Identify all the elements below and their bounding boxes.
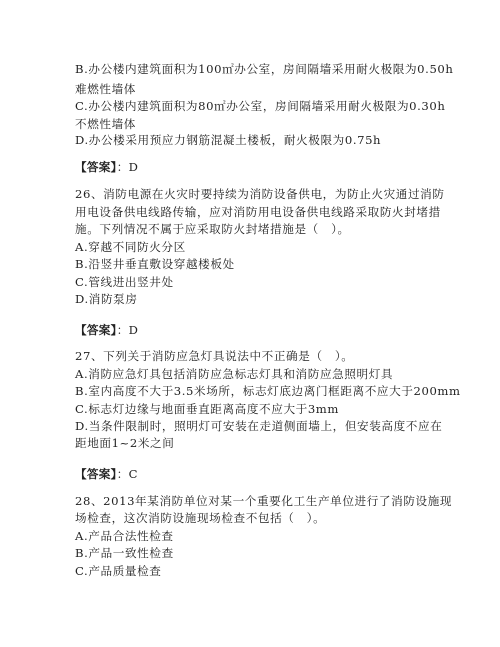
q28-option-b: B.产品一致性检查 [75,546,174,560]
q26-option-a: A.穿越不同防火分区 [75,240,186,254]
answer-label: 【答案】 [75,160,117,174]
q28-stem-line2: 场检查，这次消防设施现场检查不包括（ ）。 [75,511,326,525]
q26-stem-line2: 用电设备供电线路传输，应对消防用电设备供电线路采取防火封堵措 [75,205,441,219]
q26-stem-line3: 施。下列情况不属于应采取防火封堵措施是（ ）。 [75,222,350,236]
q27-option-b: B.室内高度不大于3.5米场所，标志灯底边离门框距离不应大于200mm [75,384,461,398]
answer-value: ：D [116,323,139,337]
q28-option-a: A.产品合法性检查 [75,529,174,543]
q25-answer [75,160,435,174]
q26-option-b: B.沿竖井垂直敷设穿越楼板处 [75,257,235,271]
q25-option-b-line2: 难燃性墙体 [75,82,136,96]
q26-stem-line1: 26、消防电源在火灾时要持续为消防设备供电，为防止火灾通过消防 [75,187,445,201]
answer-value: ：C [116,467,138,481]
answer-value: ：D [116,160,139,174]
answer-label: 【答案】 [75,467,117,481]
q26-option-c: C.管线进出竖井处 [75,275,174,289]
q25-option-d: D.办公楼采用预应力钢筋混凝土楼板，耐火极限为0.75h [75,133,382,147]
q28-stem-line1: 28、2013年某消防单位对某一个重要化工生产单位进行了消防设施现 [75,494,453,508]
q25-option-c-line2: 不燃性墙体 [75,117,136,131]
answer-label: 【答案】 [75,323,117,337]
q27-option-a: A.消防应急灯具包括消防应急标志灯具和消防应急照明灯具 [75,367,394,381]
q25-option-c-line1: C.办公楼内建筑面积为80㎡办公室，房间隔墙采用耐火极限为0.30h [75,99,446,113]
q26-option-d: D.消防泵房 [75,292,138,306]
q28-option-c: C.产品质量检查 [75,564,162,578]
q27-option-d-line1: D.当条件限制时，照明灯可安装在走道侧面墙上，但安装高度不应在 [75,419,443,433]
q25-option-b-line1: B.办公楼内建筑面积为100㎡办公室，房间隔墙采用耐火极限为0.50h [75,62,454,76]
q27-answer [75,467,435,481]
q27-option-c: C.标志灯边缘与地面垂直距离高度不应大于3mm [75,402,339,416]
q27-option-d-line2: 距地面1~2米之间 [75,436,175,450]
q26-answer [75,323,435,337]
q27-stem-line1: 27、下列关于消防应急灯具说法中不正确是（ ）。 [75,349,354,363]
